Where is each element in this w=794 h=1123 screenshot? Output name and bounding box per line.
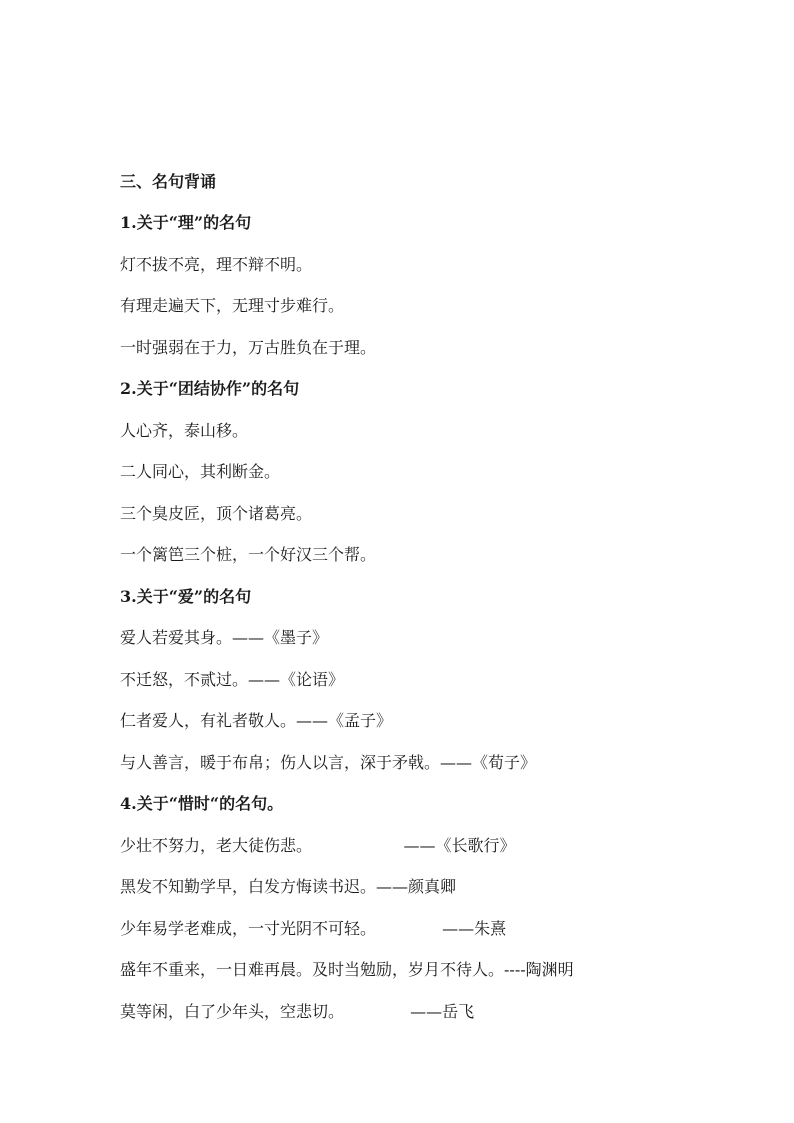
quote-line: 一时强弱在于力，万古胜负在于理。 xyxy=(120,338,377,357)
quote-line: 二人同心，其利断金。 xyxy=(120,462,281,481)
quote-line: 黑发不知勤学早，白发方悔读书迟。——颜真卿 xyxy=(120,877,457,896)
quote-line: 仁者爱人，有礼者敬人。——《孟子》 xyxy=(120,711,393,730)
quote-line: 一个篱笆三个桩，一个好汉三个帮。 xyxy=(120,545,377,564)
quote-line: 三个臭皮匠，顶个诸葛亮。 xyxy=(120,504,313,523)
quote-line: 人心齐，泰山移。 xyxy=(120,421,249,440)
subheading-ai: 3.关于“爱”的名句 xyxy=(120,587,252,606)
quote-line: 有理走遍天下，无理寸步难行。 xyxy=(120,296,345,315)
quote-line: 莫等闲，白了少年头，空悲切。 ——岳飞 xyxy=(120,1002,475,1021)
subheading-xishi: 4.关于“惜时“的名句。 xyxy=(120,794,284,813)
quote-line: 少年易学老难成，一寸光阴不可轻。 ——朱熹 xyxy=(120,919,507,938)
quote-line: 不迁怒，不贰过。——《论语》 xyxy=(120,670,345,689)
quote-line: 与人善言，暖于布帛；伤人以言，深于矛戟。——《荀子》 xyxy=(120,753,537,772)
subheading-li: 1.关于“理”的名句 xyxy=(120,213,252,232)
quote-line: 爱人若爱其身。——《墨子》 xyxy=(120,628,329,647)
quote-line: 少壮不努力，老大徒伤悲。 ——《长歌行》 xyxy=(120,836,516,855)
quote-line: 灯不拔不亮，理不辩不明。 xyxy=(120,255,313,274)
subheading-tuanjie: 2.关于“团结协作”的名句 xyxy=(120,379,300,398)
quote-line: 盛年不重来，一日难再晨。及时当勉励，岁月不待人。----陶渊明 xyxy=(120,960,574,979)
section-heading: 三、名句背诵 xyxy=(120,172,217,191)
